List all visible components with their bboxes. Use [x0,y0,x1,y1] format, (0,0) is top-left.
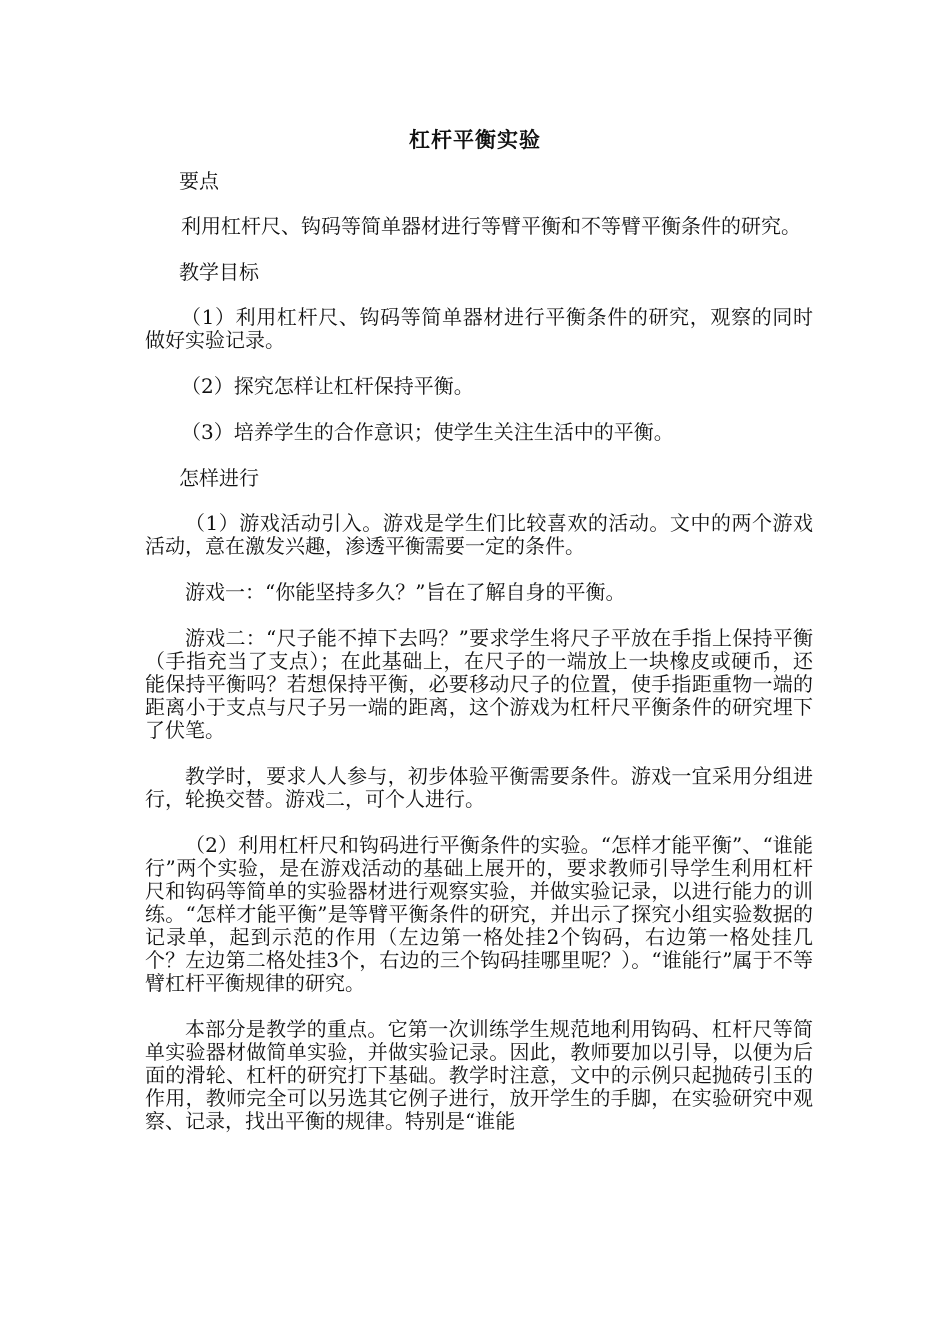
paragraph: 本部分是教学的重点。它第一次训练学生规范地利用钩码、杠杆尺等简单实验器材做简单实验，并做实验记录。因此，教师要加以引导，以便为后面的滑轮、杠杆的研究打下基础。教学时注意，文中的示例只起抛砖引玉的作用，教师完全可以另选其它例子进行，放开学生的手脚，在实验研究中观察、记录，找出平衡的规律。特别是“谁能 [145,1017,813,1133]
paragraph: 游戏一：“你能坚持多久？”旨在了解自身的平衡。 [185,580,626,604]
section-heading-key-points: 要点 [179,169,219,193]
section-heading-teaching-goals: 教学目标 [179,260,259,284]
paragraph: 利用杠杆尺、钩码等简单器材进行等臂平衡和不等臂平衡条件的研究。 [181,214,801,238]
paragraph: （1）利用杠杆尺、钩码等简单器材进行平衡条件的研究，观察的同时做好实验记录。 [145,305,813,352]
paragraph: （2）探究怎样让杠杆保持平衡。 [181,374,474,398]
paragraph: （3）培养学生的合作意识；使学生关注生活中的平衡。 [181,420,674,444]
paragraph: （2）利用杠杆尺和钩码进行平衡条件的实验。“怎样才能平衡”、“谁能行”两个实验，是在游戏活动的基础上展开的，要求教师引导学生利用杠杆尺和钩码等简单的实验器材进行观察实验，并做实验记录，以进行能力的训练。“怎样才能平衡”是等臂平衡条件的研究，并出示了探究小组实验数据的记录单，起到示范的作用（左边第一格处挂2个钩码，右边第一格处挂几个？左边第二格处挂3个，右边的三个钩码挂哪里呢？）。“谁能行”属于不等臂杠杆平衡规律的研究。 [145,833,813,995]
document-body [145,170,813,1156]
paragraph: 教学时，要求人人参与，初步体验平衡需要条件。游戏一宜采用分组进行，轮换交替。游戏二，可个人进行。 [145,764,813,811]
paragraph: （1）游戏活动引入。游戏是学生们比较喜欢的活动。文中的两个游戏活动，意在激发兴趣，渗透平衡需要一定的条件。 [145,511,813,558]
section-heading-how-to-proceed: 怎样进行 [179,466,259,490]
document-title: 杠杆平衡实验 [409,127,541,152]
paragraph: 游戏二：“尺子能不掉下去吗？”要求学生将尺子平放在手指上保持平衡（手指充当了支点）；在此基础上，在尺子的一端放上一块橡皮或硬币，还能保持平衡吗？若想保持平衡，必要移动尺子的位置，使手指距重物一端的距离小于支点与尺子另一端的距离，这个游戏为杠杆尺平衡条件的研究埋下了伏笔。 [145,626,813,742]
